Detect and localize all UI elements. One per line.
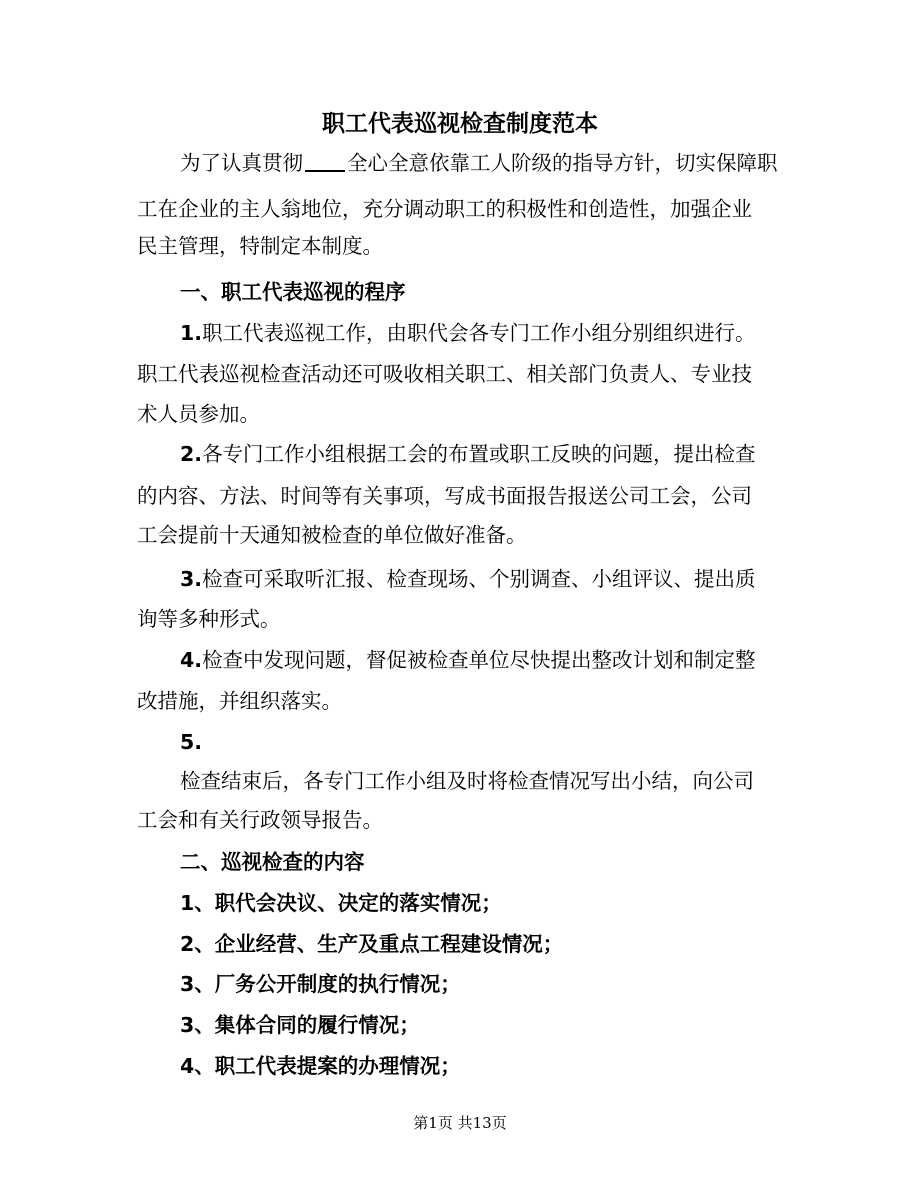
section-2-item: 3、集体合同的履行情况； — [180, 1013, 420, 1037]
item-4-line-2: 改措施，并组织落实。 — [137, 689, 342, 713]
item-3-line-2: 询等多种形式。 — [137, 607, 281, 631]
item-4-text: 检查中发现问题，督促被检查单位尽快提出整改计划和制定整 — [202, 648, 756, 672]
item-1-line-1 — [180, 316, 756, 350]
section-2-item: 4、职工代表提案的办理情况； — [180, 1054, 461, 1078]
item-3-line-1 — [180, 562, 756, 596]
item-3-number: 3. — [180, 567, 203, 591]
item-1-line-3: 术人员参加。 — [137, 402, 260, 426]
item-4-line-1 — [180, 643, 756, 677]
item-1-text: 职工代表巡视工作，由职代会各专门工作小组分别组织进行。 — [202, 321, 756, 345]
intro-line-1 — [180, 146, 778, 180]
section-1-heading: 一、职工代表巡视的程序 — [180, 280, 406, 304]
item-5-number: 5. — [180, 730, 203, 754]
item-4-number: 4. — [180, 648, 203, 672]
blank-underline — [305, 150, 345, 172]
item-2-number: 2. — [180, 442, 203, 466]
item-1-line-2: 职工代表巡视检查活动还可吸收相关职工、相关部门负责人、专业技 — [137, 362, 752, 386]
item-2-line-1 — [180, 437, 756, 471]
intro-line-1a: 为了认真贯彻 — [180, 151, 303, 175]
intro-line-3: 民主管理，特制定本制度。 — [137, 234, 383, 258]
section-2-item: 3、厂务公开制度的执行情况； — [180, 972, 461, 996]
page-footer: 第1页 共13页 — [413, 1114, 507, 1132]
intro-line-2: 工在企业的主人翁地位，充分调动职工的积极性和创造性，加强企业 — [137, 197, 752, 221]
section-2-item: 2、企业经营、生产及重点工程建设情况； — [180, 932, 564, 956]
item-5-line-2: 工会和有关行政领导报告。 — [137, 808, 383, 832]
document-title: 职工代表巡视检查制度范本 — [322, 111, 598, 137]
section-2-item: 1、职代会决议、决定的落实情况； — [180, 891, 502, 915]
section-2-heading: 二、巡视检查的内容 — [180, 850, 365, 874]
item-2-line-3: 工会提前十天通知被检查的单位做好准备。 — [137, 523, 527, 547]
intro-line-1b: 全心全意依靠工人阶级的指导方针，切实保障职 — [347, 151, 778, 175]
item-3-text: 检查可采取听汇报、检查现场、个别调查、小组评议、提出质 — [202, 567, 756, 591]
item-2-line-2: 的内容、方法、时间等有关事项，写成书面报告报送公司工会，公司 — [137, 484, 752, 508]
item-1-number: 1. — [180, 321, 203, 345]
item-5-line-1: 检查结束后，各专门工作小组及时将检查情况写出小结，向公司 — [180, 769, 754, 793]
item-2-text: 各专门工作小组根据工会的布置或职工反映的问题，提出检查 — [202, 442, 756, 466]
